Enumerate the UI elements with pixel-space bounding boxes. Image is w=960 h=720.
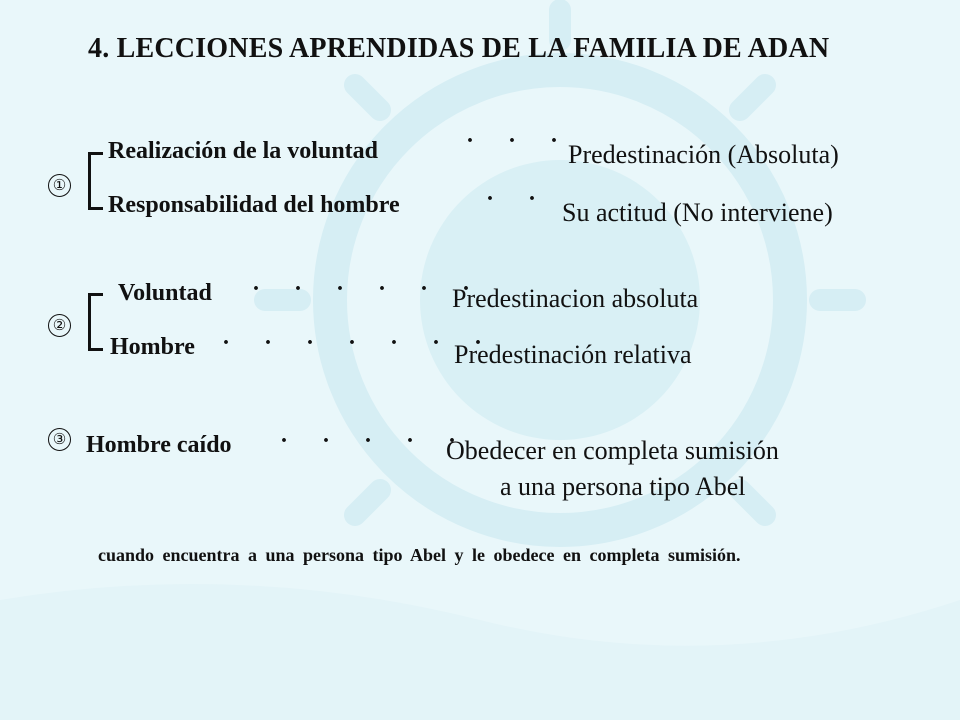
closing-note: cuando encuentra a una persona tipo Abel y le obedece en completa sumisión. xyxy=(98,545,741,565)
group-2-row-2-dots: · · · · · · · xyxy=(222,330,497,356)
group-3-label: Hombre caído xyxy=(86,432,232,458)
group-2-bracket xyxy=(88,293,103,351)
group-1-row-2-label: Responsabilidad del hombre xyxy=(108,192,400,218)
group-1-bracket xyxy=(88,152,103,210)
group-3-value-line-1: Obedecer en completa sumisión xyxy=(446,436,779,465)
group-2-row-1-label: Voluntad xyxy=(118,280,212,306)
slide-title: 4. LECCIONES APRENDIDAS DE LA FAMILIA DE ADAN xyxy=(88,33,830,64)
group-1-row-1-value: Predestinación (Absoluta) xyxy=(568,140,839,169)
group-3-marker: ③ xyxy=(48,428,71,451)
group-2-row-2-value: Predestinación relativa xyxy=(454,340,692,369)
group-2-row-2-label: Hombre xyxy=(110,334,195,360)
group-1-row-2-dots: · · xyxy=(486,186,551,212)
group-2-row-1-value: Predestinacion absoluta xyxy=(452,284,699,313)
group-2-marker: ② xyxy=(48,314,71,337)
group-1-marker: ① xyxy=(48,174,71,197)
group-1-row-1-label: Realización de la voluntad xyxy=(108,138,379,164)
group-1-row-2-value: Su actitud (No interviene) xyxy=(562,198,833,227)
group-2-row-1-dots: · · · · · · xyxy=(252,276,485,302)
group-3-value-line-2: a una persona tipo Abel xyxy=(500,472,746,501)
group-1-row-1-dots: · · · xyxy=(466,128,573,154)
group-3-dots: · · · · · xyxy=(280,428,471,454)
